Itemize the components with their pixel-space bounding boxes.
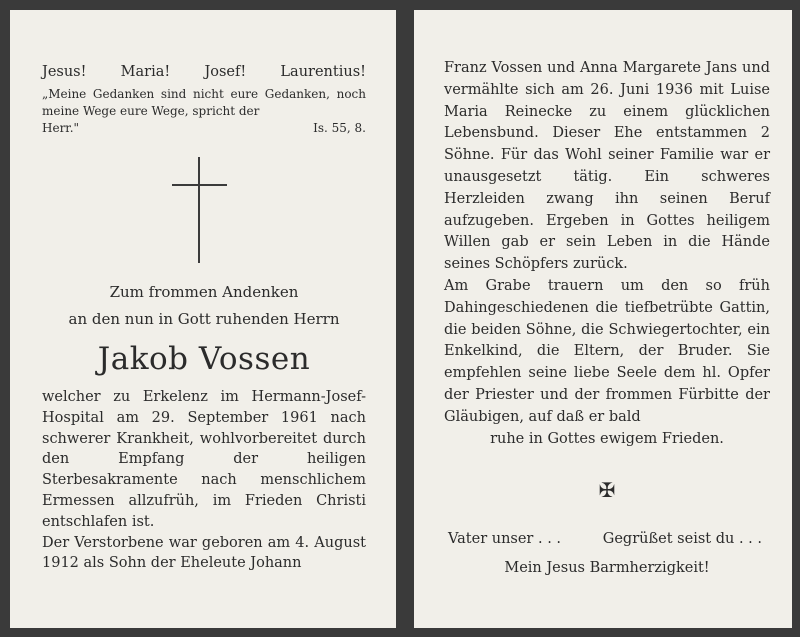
birth-paragraph: Der Verstorbene war geboren am 4. August 1912 als Sohn der Eheleute Johann	[42, 534, 366, 572]
memorial-line-2: an den nun in Gott ruhenden Herrn	[68, 310, 340, 328]
mourning-paragraph: Am Grabe trauern um den so früh Dahingeschiedenen die tiefbetrübte Gattin, die beiden Söhne, die Schwiegertochter, ein Enkelkind, die Eltern, der Bruder. Sie empfehlen seine liebe Seele dem hl. Opfer der Priester und der frommen Fürbitte der Gläubigen, auf daß er bald	[444, 277, 770, 425]
life-paragraph: Franz Vossen und Anna Margarete Jans und vermählte sich am 26. Juni 1936 mit Luise Maria Reinecke zu einem glücklichen Lebensbund. Dieser Ehe entstammen 2 Söhne. Für das Wohl seiner Familie war er unausgesetzt tätig. Ein schweres Herzleiden zwang ihn seinen Beruf aufzugeben. Ergeben in Gottes heiligem Willen gab er sein Leben in die Hände seines Schöpfers zurück.	[444, 60, 770, 273]
left-page	[10, 10, 396, 628]
mourning-last-line: ruhe in Gottes ewigem Frieden.	[490, 430, 724, 447]
cross-icon	[42, 137, 366, 279]
right-page	[414, 10, 792, 628]
invocations	[42, 64, 366, 80]
invocation-jesus: Jesus!	[42, 64, 87, 80]
closing-line: Mein Jesus Barmherzigkeit!	[504, 560, 710, 577]
invocation-maria: Maria!	[120, 64, 171, 80]
biography-paragraph: welcher zu Erkelenz im Hermann-Josef-Hospital am 29. September 1961 nach schwerer Krankheit, wohlvorbereitet durch den Empfang der heiligen Sterbesakramente nach menschlichem Ermessen allzufrüh, im Frieden Christi entschlafen ist.	[42, 389, 366, 530]
memorial-line-1: Zum frommen Andenken	[109, 283, 299, 301]
cross-vertical-bar	[198, 157, 200, 263]
invocation-laurentius: Laurentius!	[280, 64, 366, 80]
prayer-hail-mary: Gegrüßet seist du . . .	[602, 531, 762, 548]
cross-horizontal-bar	[172, 184, 227, 186]
prayer-our-father: Vater unser . . .	[448, 531, 562, 548]
invocation-josef: Josef!	[204, 64, 247, 80]
quote-ending: Herr."	[42, 121, 80, 135]
small-cross-icon: ✠	[598, 478, 616, 503]
deceased-name: Jakob Vossen	[97, 341, 311, 377]
quote-reference: Is. 55, 8.	[313, 121, 366, 135]
prayer-line	[444, 526, 770, 552]
bible-quote: „Meine Gedanken sind nicht eure Gedanken, noch meine Wege eure Wege, spricht der	[42, 87, 366, 118]
bible-quote-end	[42, 120, 366, 137]
